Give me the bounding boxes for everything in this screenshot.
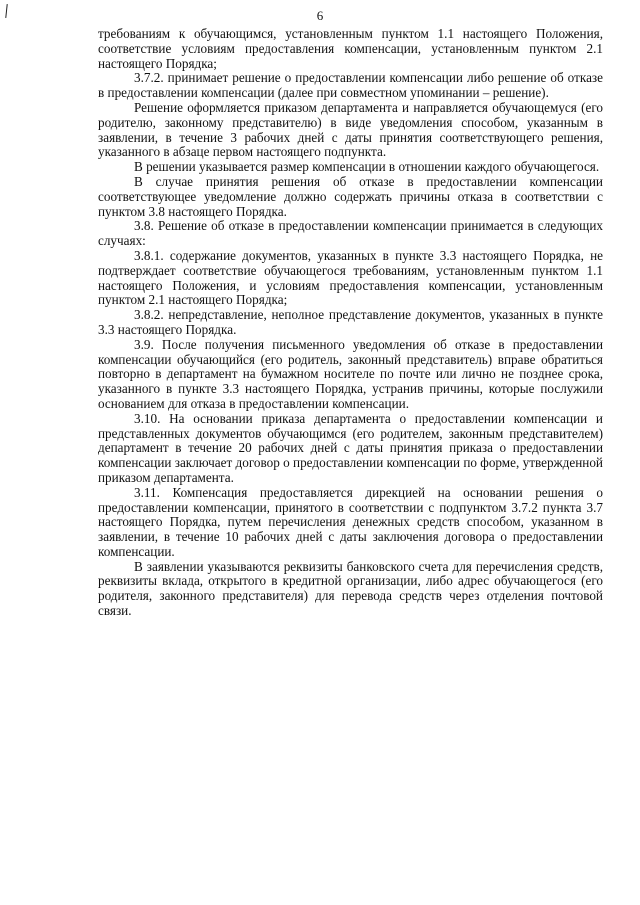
paragraph-3-8: 3.8. Решение об отказе в предоставлении компенсации принимается в следующих случаях: xyxy=(98,218,603,249)
paragraph-decision-issuance: Решение оформляется приказом департамента и направляется обучающемуся (его родителю, законному представителю) в виде уведомления способом, указанным в заявлении, в течение 3 рабочих дней с даты принятия соответствующего решения, указанного в абзаце первом настоящего подпункта. xyxy=(98,99,603,160)
paragraph-continuation-requirements: требованиям к обучающимся, установленным пунктом 1.1 настоящего Положения, соответствие условиям предоставления компенсации, установленным пунктом 2.1 настоящего Порядка; xyxy=(98,26,603,71)
paragraph-3-9: 3.9. После получения письменного уведомления об отказе в предоставлении компенсации обучающийся (его родитель, законный представитель) вправе обратиться повторно в департамент на бумажном носителе по почте или лично не позднее срока, указанного в пункте 3.3 настоящего Порядка, устранив причины, которые послужили основанием для отказа в предоставлении компенсации. xyxy=(98,336,603,411)
page-number: 6 xyxy=(316,8,324,23)
paragraph-3-8-2: 3.8.2. непредставление, неполное представление документов, указанных в пункте 3.3 настоящего Порядка. xyxy=(98,307,603,337)
paragraph-refusal-reasons: В случае принятия решения об отказе в предоставлении компенсации соответствующее уведомление должно содержать причины отказа в соответствии с пунктом 3.8 настоящего Порядка. xyxy=(98,173,603,219)
paragraph-bank-details: В заявлении указываются реквизиты банковского счета для перечисления средств, реквизиты вклада, открытого в кредитной организации, либо адрес обучающегося (его родителя, законного представителя) для перевода средств через отделения почтовой связи. xyxy=(98,558,603,619)
paragraph-3-7-2: 3.7.2. принимает решение о предоставлении компенсации либо решение об отказе в предоставлении компенсации (далее при совместном упоминании – решение). xyxy=(98,70,603,101)
paragraph-compensation-amount: В решении указывается размер компенсации в отношении каждого обучающегося. xyxy=(134,159,600,175)
document-body xyxy=(98,27,603,619)
paragraph-3-8-1: 3.8.1. содержание документов, указанных в пункте 3.3 настоящего Порядка, не подтверждает соответствие обучающегося требованиям, установленным пунктом 1.1 настоящего Положения, и условиям предоставления компенсации, установленным пунктом 2.1 настоящего Порядка; xyxy=(98,247,603,308)
paragraph-3-11: 3.11. Компенсация предоставляется дирекцией на основании решения о предоставлении компенсации, принятого в соответствии с подпунктом 3.7.2 пункта 3.7 настоящего Порядка, путем перечисления денежных средств способом, указанном в заявлении, в течение 10 рабочих дней с даты заключения договора о предоставлении компенсации. xyxy=(98,484,603,559)
paragraph-3-10: 3.10. На основании приказа департамента о предоставлении компенсации и представленных документов обучающимся (его родителем, законным представителем) департамент в течение 20 рабочих дней с даты принятия приказа о предоставлении компенсации заключает договор о предоставлении компенсации по форме, утвержденной приказом департамента. xyxy=(98,410,603,485)
